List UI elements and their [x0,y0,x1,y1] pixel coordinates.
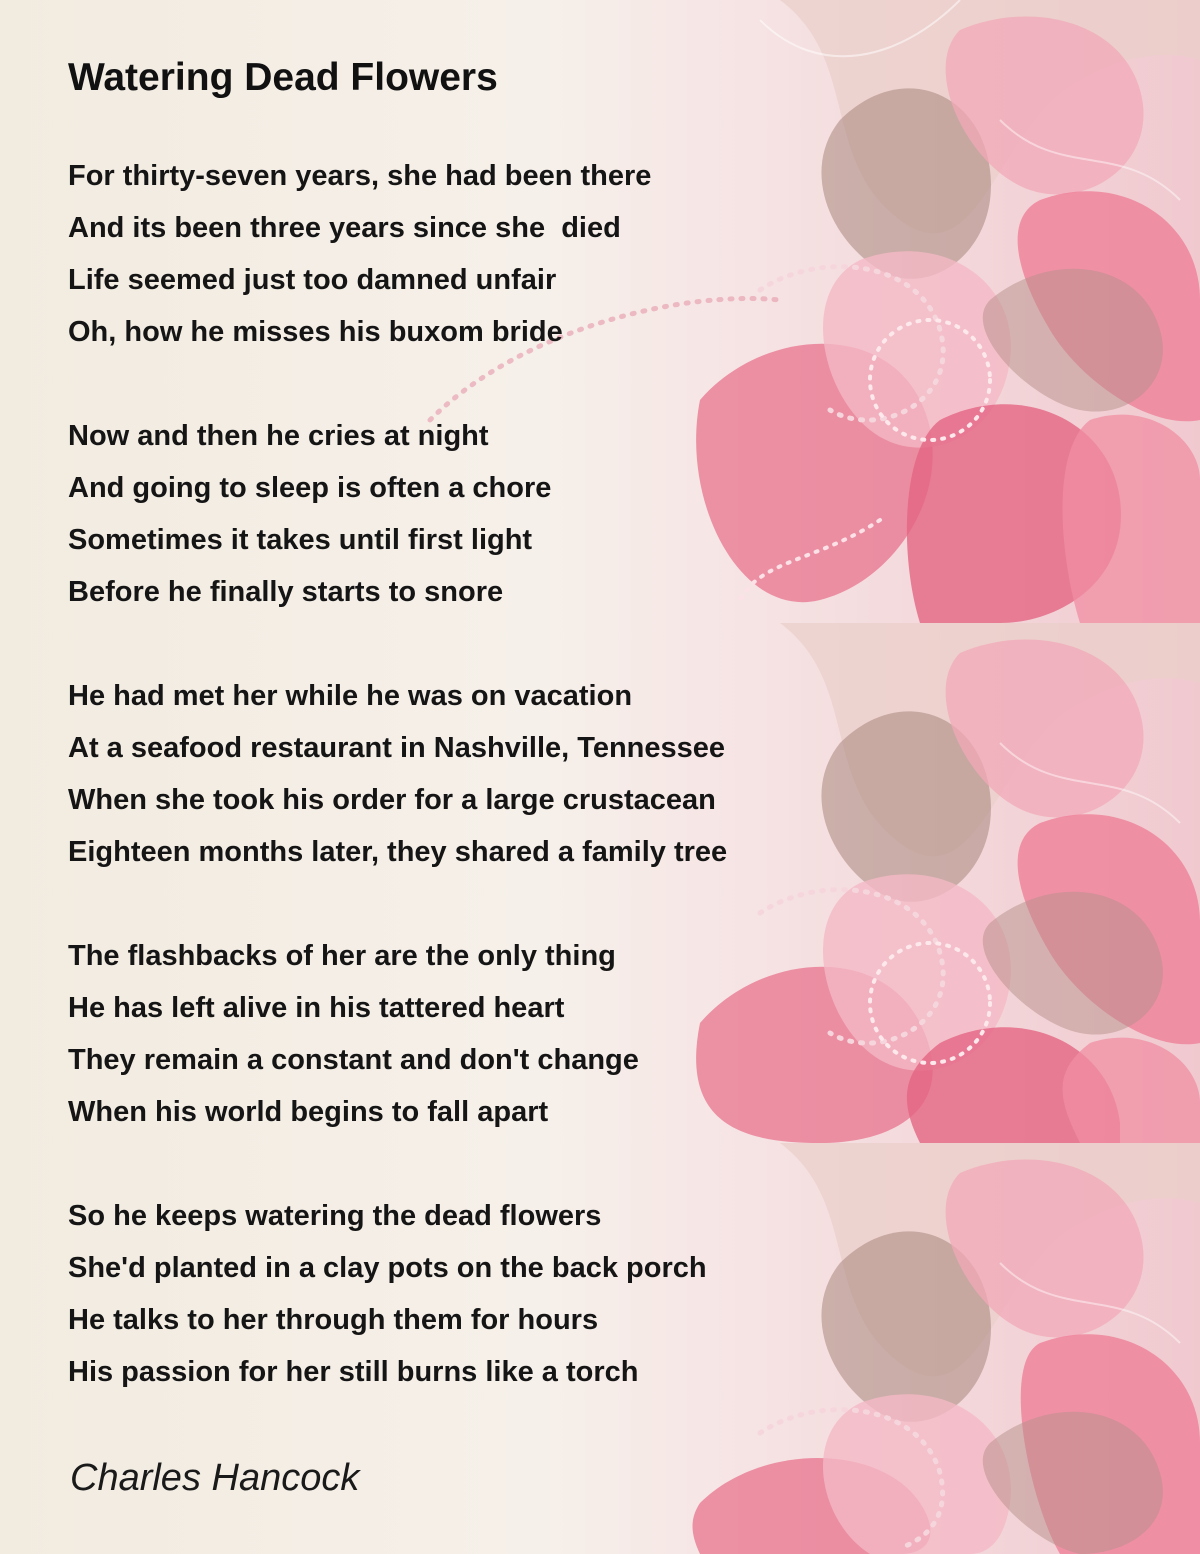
poem-line: And going to sleep is often a chore [68,472,552,504]
poem-title: Watering Dead Flowers [68,56,498,99]
poem-line: When she took his order for a large crustacean [68,784,716,816]
poem-line: The flashbacks of her are the only thing [68,940,616,972]
poem-line: Eighteen months later, they shared a family tree [68,836,728,868]
poem-line: At a seafood restaurant in Nashville, Tennessee [68,732,726,764]
stanza-break [68,358,727,410]
poem-line: Now and then he cries at night [68,420,489,452]
poem-line: For thirty-seven years, she had been there [68,160,652,192]
poem-body [68,150,727,1398]
poem-line: And its been three years since she died [68,212,621,244]
poem-line: He has left alive in his tattered heart [68,992,565,1024]
poem-line: So he keeps watering the dead flowers [68,1200,602,1232]
poem-line: His passion for her still burns like a torch [68,1356,639,1388]
poem-line: Life seemed just too damned unfair [68,264,557,296]
poem-line: They remain a constant and don't change [68,1044,639,1076]
poem-line: Before he finally starts to snore [68,576,504,608]
poem-line: Oh, how he misses his buxom bride [68,316,563,348]
poem-author: Charles Hancock [70,1457,360,1499]
poem-line: She'd planted in a clay pots on the back porch [68,1252,707,1284]
poem-line: When his world begins to fall apart [68,1096,549,1128]
poem-line: He had met her while he was on vacation [68,680,633,712]
stanza-break [68,618,727,670]
stanza-break [68,878,727,930]
poem-line: He talks to her through them for hours [68,1304,599,1336]
stanza-break [68,1138,727,1190]
poem-line: Sometimes it takes until first light [68,524,533,556]
